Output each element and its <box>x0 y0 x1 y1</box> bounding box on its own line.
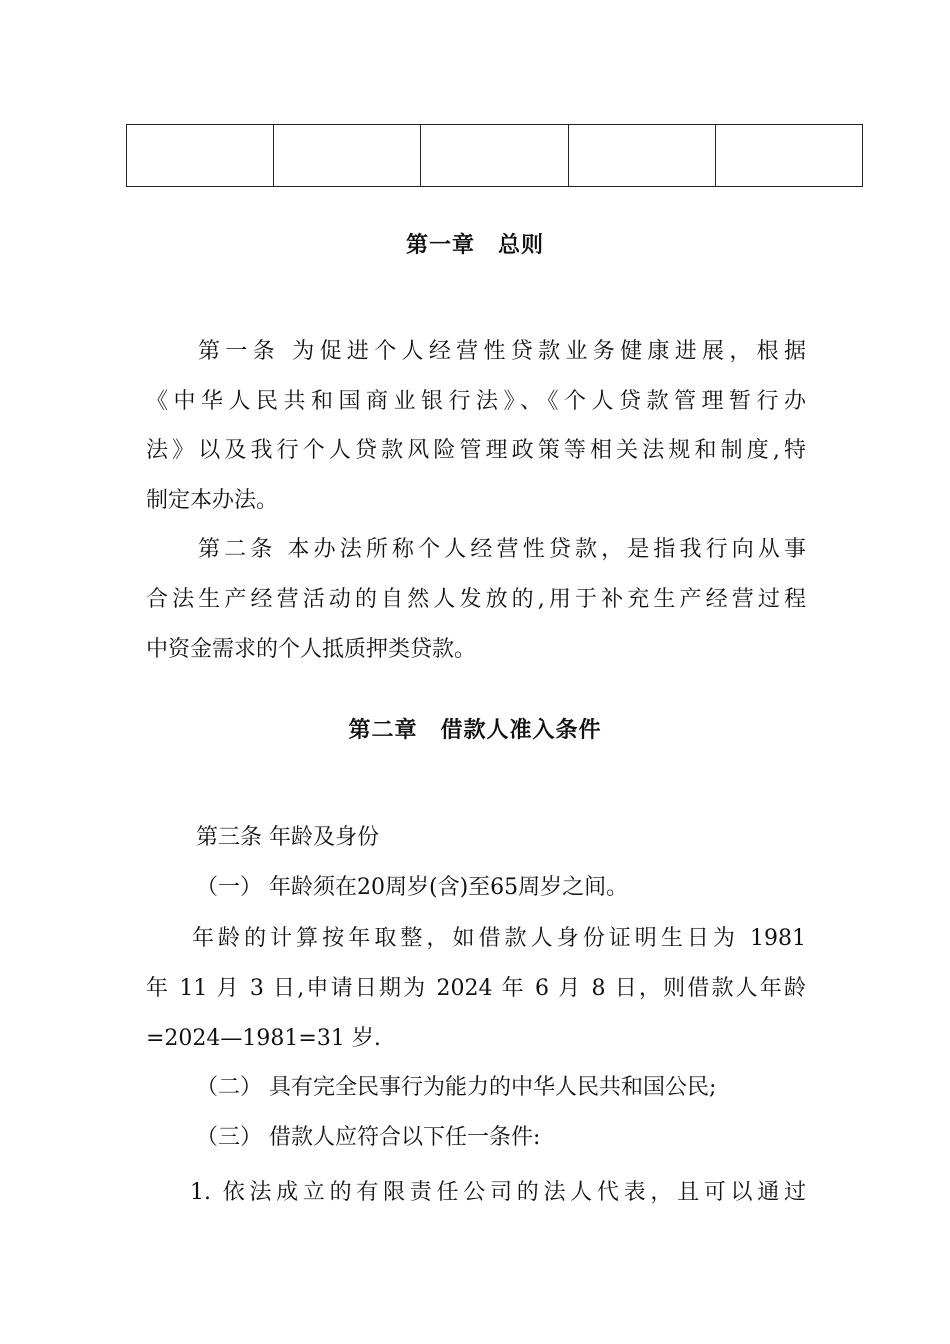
article-1-line-1: 第一条 为促进个人经营性贷款业务健康进展，根据 <box>198 339 806 364</box>
table-cell <box>274 125 421 187</box>
header-table <box>126 124 863 187</box>
article-1-line-2: 《中华人民共和国商业银行法》、《个人贷款管理暂行办 <box>146 389 806 414</box>
chapter-1-title: 第一章 总则 <box>405 233 544 258</box>
article-3-item-2: （二） 具有完全民事行为能力的中华人民共和国公民; <box>196 1075 717 1100</box>
table-row <box>127 125 863 187</box>
table-cell <box>715 125 862 187</box>
article-2-line-3: 中资金需求的个人抵质押类贷款。 <box>146 637 477 662</box>
chapter-2-title: 第二章 借款人准入条件 <box>348 718 602 743</box>
article-3-calc-line-2: 年 11 月 3 日,申请日期为 2024 年 6 月 8 日，则借款人年龄 <box>146 976 806 1001</box>
table-cell <box>127 125 274 187</box>
article-1-line-3: 法》以及我行个人贷款风险管理政策等相关法规和制度,特 <box>146 438 806 463</box>
article-3-sub-1: 1. 依法成立的有限责任公司的法人代表，且可以通过 <box>190 1180 806 1205</box>
article-2-line-2: 合法生产经营活动的自然人发放的,用于补充生产经营过程 <box>146 587 806 612</box>
article-3-calc-line-3: =2024—1981=31 岁. <box>146 1026 381 1051</box>
article-2-line-1: 第二条 本办法所称个人经营性贷款，是指我行向从事 <box>198 537 806 562</box>
article-3-calc-line-1: 年龄的计算按年取整，如借款人身份证明生日为 1981 <box>192 926 806 951</box>
article-3-heading: 第三条 年龄及身份 <box>196 825 379 850</box>
table-cell <box>421 125 568 187</box>
article-3-item-1: （一） 年龄须在20周岁(含)至65周岁之间。 <box>196 875 629 900</box>
article-1-line-4: 制定本办法。 <box>146 488 279 513</box>
table-cell <box>568 125 715 187</box>
article-3-item-3: （三） 借款人应符合以下任一条件: <box>196 1125 541 1150</box>
